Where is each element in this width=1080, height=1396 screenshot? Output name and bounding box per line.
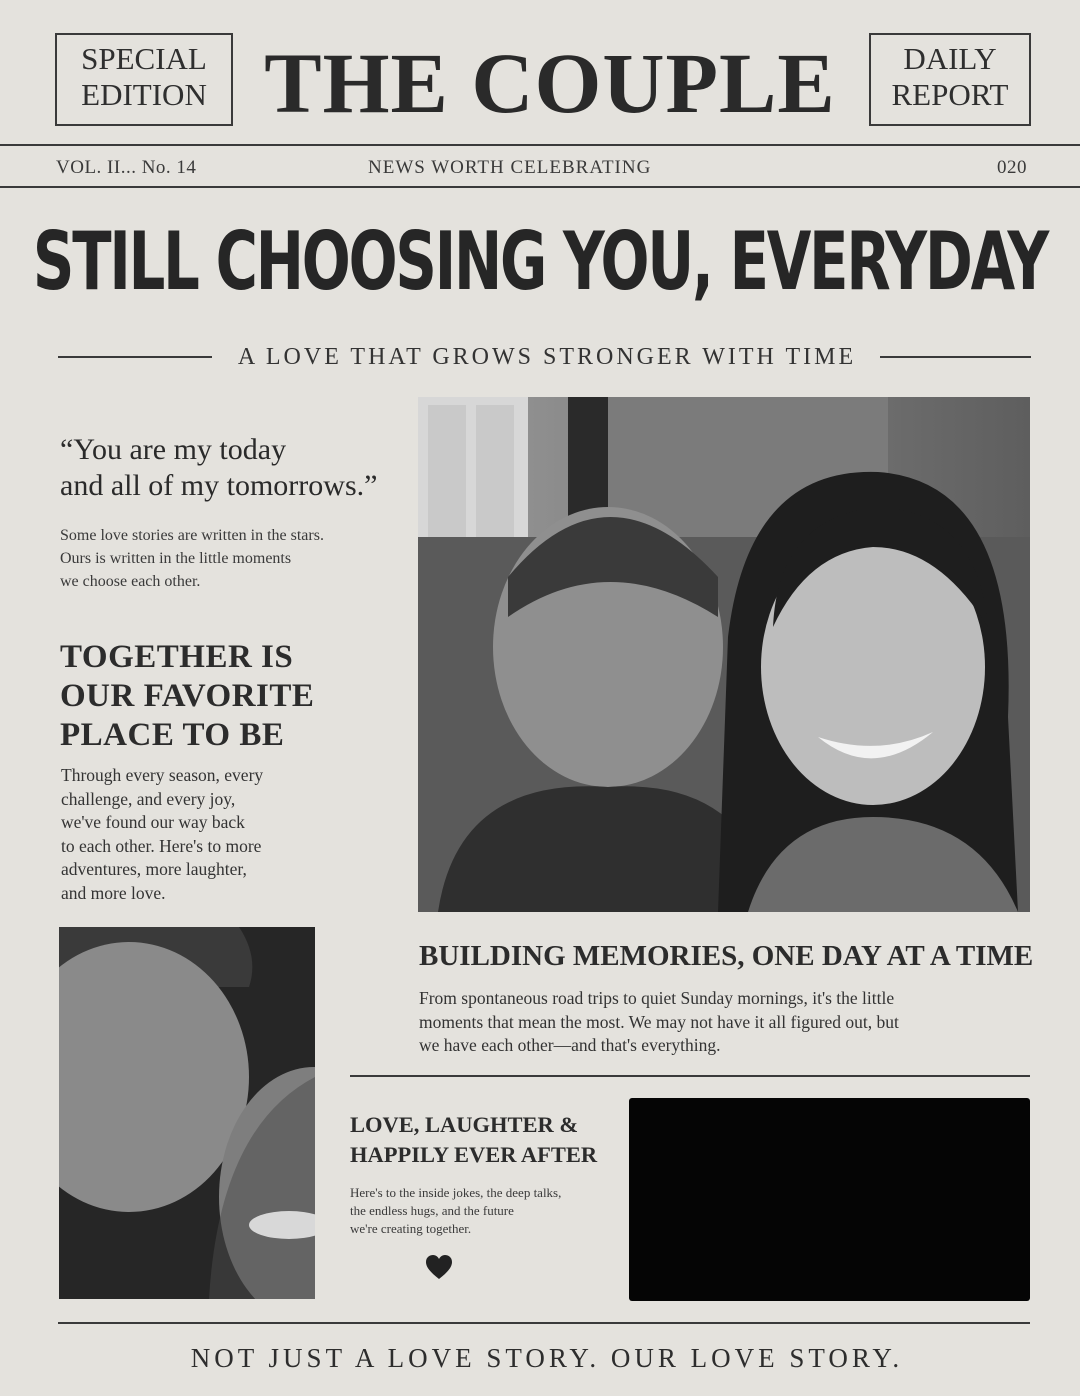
together-body-line: and more love. (61, 882, 166, 903)
masthead-rule-top (0, 144, 1080, 146)
subhead-rule-left (58, 356, 212, 358)
love-laughter-body-line: the endless hugs, and the future (350, 1203, 514, 1218)
special-edition-line1: SPECIAL (81, 41, 207, 76)
together-body-line: we've found our way back (61, 812, 245, 832)
blank-photo-placeholder (629, 1098, 1030, 1301)
selfie-illustration (59, 927, 315, 1299)
subhead-rule-right (880, 356, 1031, 358)
footer-tagline: NOT JUST A LOVE STORY. OUR LOVE STORY. (190, 1343, 904, 1373)
together-heading-line: PLACE TO BE (60, 717, 285, 753)
memories-rule (350, 1075, 1030, 1077)
love-laughter-heading (350, 1110, 597, 1170)
love-laughter-heading-line: HAPPILY EVER AFTER (350, 1142, 598, 1167)
together-body-line: adventures, more laughter, (61, 859, 247, 879)
memories-heading: BUILDING MEMORIES, ONE DAY AT A TIME (419, 940, 1034, 972)
together-heading (60, 638, 410, 755)
volume-label: VOL. II... No. 14 (56, 157, 197, 178)
memories-body-line: we have each other—and that's everything. (419, 1035, 721, 1055)
love-laughter-body-line: Here's to the inside jokes, the deep talks, (350, 1185, 562, 1200)
quote-body-line: Some love stories are written in the stars. (60, 527, 324, 544)
footer-rule (58, 1322, 1030, 1324)
main-headline: STILL CHOOSING YOU, EVERYDAY (32, 215, 1048, 308)
together-heading-line: TOGETHER IS (60, 639, 294, 675)
subheadline: A LOVE THAT GROWS STRONGER WITH TIME (237, 344, 857, 370)
masthead-rule-bottom (0, 186, 1080, 188)
main-couple-photo (418, 397, 1030, 912)
quote-body-line: Ours is written in the little moments (60, 550, 292, 567)
together-heading-line: OUR FAVORITE (60, 678, 315, 714)
selfie-photo (59, 927, 315, 1299)
together-body (61, 764, 401, 905)
love-laughter-body (350, 1184, 620, 1238)
memories-body (419, 987, 1029, 1058)
love-laughter-heading-line: LOVE, LAUGHTER & (350, 1112, 579, 1137)
together-body-line: Through every season, every (61, 765, 264, 785)
quote-line2: and all of my tomorrows.” (60, 469, 378, 502)
quote-body (60, 524, 410, 593)
together-body-line: challenge, and every joy, (61, 788, 236, 809)
memories-body-line: moments that mean the most. We may not have it all figured out, but (419, 1011, 899, 1032)
year-label: 020 (997, 157, 1027, 178)
masthead-title: THE COUPLE (264, 35, 836, 131)
daily-report-box (869, 33, 1031, 126)
love-laughter-body-line: we're creating together. (350, 1221, 472, 1236)
main-photo-illustration (418, 397, 1030, 912)
memories-body-line: From spontaneous road trips to quiet Sunday mornings, it's the little (419, 988, 895, 1008)
daily-report-line2: REPORT (891, 77, 1009, 112)
heart-icon (424, 1253, 454, 1281)
together-body-line: to each other. Here's to more (61, 835, 262, 856)
special-edition-line2: EDITION (81, 77, 207, 112)
daily-report-line1: DAILY (903, 41, 997, 76)
special-edition-box (55, 33, 233, 126)
quote-body-line: we choose each other. (60, 573, 201, 590)
quote-line1: “You are my today (60, 433, 287, 466)
quote-text (60, 432, 410, 504)
tagline: NEWS WORTH CELEBRATING (368, 157, 652, 178)
